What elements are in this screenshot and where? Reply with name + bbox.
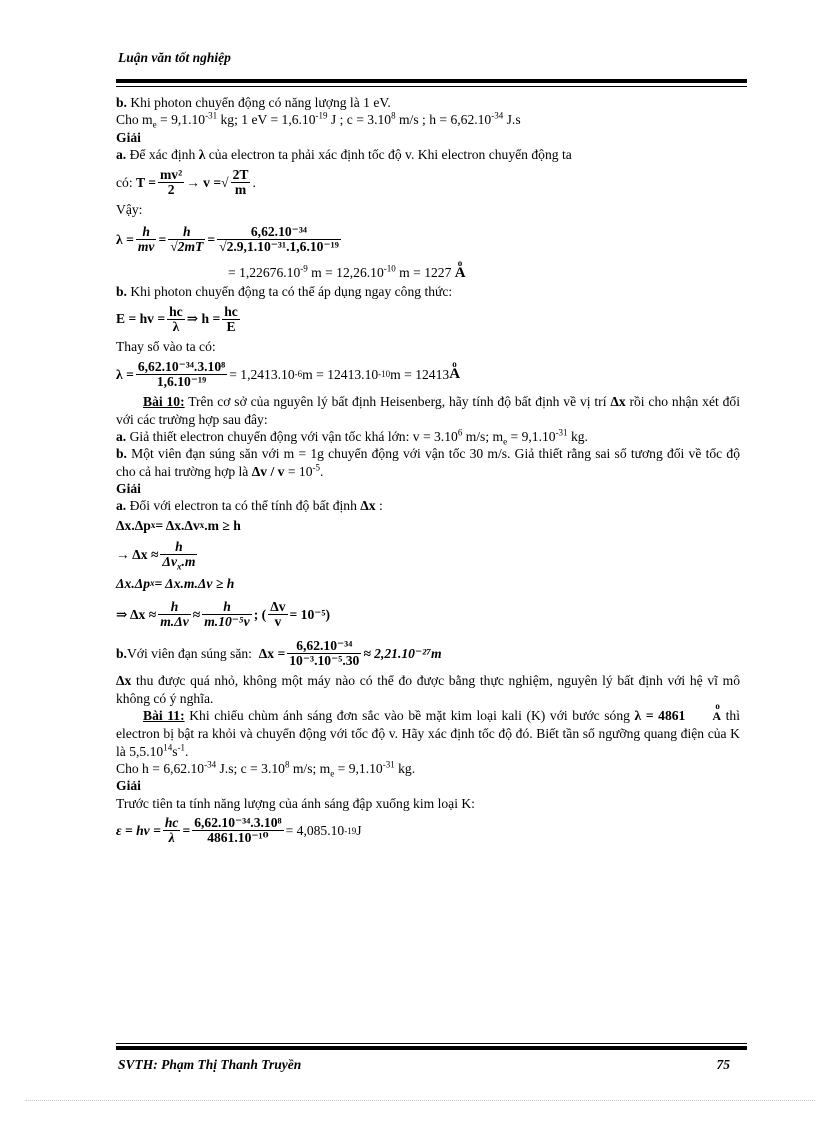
paragraph: Bài 11: Khi chiếu chùm ánh sáng đơn sắc vào bề mặt kim loại kali (K) với bước sóng λ = 4861o A thì electron bị bật ra khỏi và chuyển động với tốc độ v. Hãy xác định tốc độ đó. Biết tần số ngưỡng quang điện của K là $5,5.10^{14}s^{-1}$. (116, 707, 740, 760)
paragraph: b. Khi photon chuyển động có năng lượng là 1 eV. (116, 95, 391, 110)
equation: Δx.Δp x = Δx.m.Δv ≥ h (116, 575, 235, 591)
paragraph: a. Đối với electron ta có thể tính độ bất định Δx : (116, 498, 383, 514)
page-content (116, 94, 740, 850)
giai-heading: Giải (116, 129, 141, 145)
paragraph: Thay số vào ta có: (116, 339, 216, 355)
paragraph: a. Để xác định λ của electron ta phải xác định tốc độ v. Khi electron chuyển động ta (116, 146, 572, 162)
footer-author: SVTH: Phạm Thị Thanh Truyền (118, 1057, 302, 1072)
equation: λ = $\frac{\text{6,62.10⁻³⁴.3.10⁸}}{\text{1,6.10⁻¹⁹}}$ = 1,2413.10 -6 m = 12413.10 -10 m = 12413 o A (116, 355, 740, 393)
header-rule-thin (116, 86, 747, 87)
footer-rule-thin (116, 1043, 747, 1044)
equation: → Δx ≈ $\frac{h}{\Delta v_x.m}$ (116, 538, 196, 572)
paragraph: Bài 10: Trên cơ sở của nguyên lý bất định Heisenberg, hãy tính độ bất định về vị trí Δx rồi cho nhận xét đối với các trường hợp sau đây: (116, 394, 740, 427)
page-edge (25, 1100, 815, 1101)
header-title: Luận văn tốt nghiệp (118, 50, 231, 65)
giai-heading: Giải (116, 480, 141, 496)
equation: b. Với viên đạn súng săn: Δx = $\frac{\text{6,62.10⁻³⁴}}{\text{10⁻³.10⁻⁵.30}}$ ≈ 2,21.10⁻²⁷m (116, 637, 442, 668)
equation: E = hv = $\frac{hc}{\lambda}$ ⇒ h = $\frac{hc}{E}$ (116, 303, 238, 334)
paragraph: = $1,22676.10^{-9}$ $m = 12,26.10^{-10}$ m = 1227 o A (116, 264, 740, 282)
equation: Δx.Δp x = Δx.Δv x .m ≥ h (116, 517, 241, 533)
angstrom-symbol: o A (455, 265, 466, 282)
footer (118, 1057, 730, 1073)
page-number: 75 (716, 1057, 730, 1072)
angstrom-symbol: o A (685, 708, 721, 725)
angstrom-symbol: o A (449, 366, 460, 383)
paragraph: Trước tiên ta tính năng lượng của ánh sáng đập xuống kim loại K: (116, 795, 475, 811)
equation: ⇒ Δx ≈ $\frac{h}{m.\Delta v}$ ≈ $\frac{h}{\text{m.10⁻⁵v}}$ ; ( $\frac{\Delta v}{v}$ = 10⁻⁵) (116, 598, 331, 629)
paragraph: b. Một viên đạn súng săn với m = 1g chuyển động với vận tốc 30 m/s. Giả thiết rằng sai số tương đối về tốc độ cho cả hai trường hợp là $\Delta v / v = 10^{-5}$. (116, 446, 740, 479)
equation: ε = hν = $\frac{hc}{\lambda}$ = $\frac{\text{6,62.10⁻³⁴.3.10⁸}}{\text{4861.10⁻¹⁰}}$ = 4,085.10 -19 J (116, 815, 362, 846)
paragraph: Cho $h = 6,62.10^{-34}$ J.s; $c = 3.10^8$ m/s; $m_e = 9,1.10^{-31}$ kg. (116, 759, 416, 779)
paragraph: Vậy: (116, 202, 143, 218)
paragraph: a. Giả thiết electron chuyển động với vận tốc khá lớn: $v = 3.10^6$ m/s; $m_e = 9,1.10^{-31}$ kg. (116, 427, 588, 447)
header-rule-thick (116, 79, 747, 83)
equation: có: T = $\frac{\text{mv²}}{2}$ → v = √ $\frac{2T}{m}$ . (116, 166, 256, 197)
paragraph: Cho $m_e = 9,1.10^{-31}$ kg; 1 eV = $1,6.10^{-19}$ J ; $c = 3.10^8$ m/s ; $h = 6,62.10^{-34}$ J.s (116, 110, 521, 131)
paragraph: Δx thu được quá nhỏ, không một máy nào có thể đo được bằng thực nghiệm, nguyên lý bất định với hệ vĩ mô không có ý nghĩa. (116, 673, 740, 706)
footer-rule-thick (116, 1046, 747, 1050)
equation: λ = $\frac{h}{mv}$ = $\frac{h}{√2mT}$ = $\frac{\text{6,62.10⁻³⁴}}{\text{√2.9,1.10⁻³¹.1,6.10⁻¹⁹}}$ (116, 223, 339, 254)
paragraph: b. Khi photon chuyển động ta có thể áp dụng ngay công thức: (116, 283, 453, 299)
giai-heading: Giải (116, 778, 141, 794)
